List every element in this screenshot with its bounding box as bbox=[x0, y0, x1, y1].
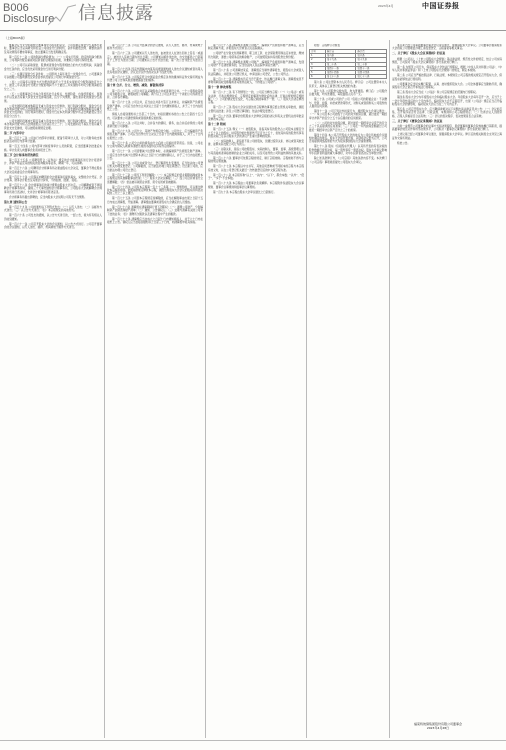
paragraph: 第一百五十七条 公司保证向聘用的会计师事务所提供真实、完整的会计凭证、会计账簿、财务会计报告及其他会计资料，不得拒绝、隐匿、谎报。 bbox=[4, 175, 102, 182]
paragraph: 董事会应当充分听取独立董事和中小股东的意见，公司在制定现金分红具体方案时，董事会应当认真研究和论证公司现金分红的时机、条件和最低比例、调整的条件及其决策程序要求等事宜，独立董事应当发表明确意见。 bbox=[4, 44, 102, 54]
footer-rule bbox=[0, 740, 506, 741]
paragraph: 第一条 为规范公司行为，保证股东大会依法行使职权，根据《中华人民共和国公司法》、《中华人民共和国证券法》和《上市公司股东大会规则》的规定，制定本规则。 bbox=[392, 65, 502, 73]
paragraph: 第一百五十四条 公司内部审计制度和审计人员的职责，应当经董事会批准后实施。审计负责人向董事会负责并报告工作。 bbox=[4, 145, 102, 152]
paragraph: 第一百六十八条 公司合并时，合并各方的债权、债务，由合并后存续的公司或者新设的公司承继。 bbox=[107, 121, 203, 128]
paragraph: 第四十一条 公司下列对外担保行为，须经股东大会审议通过：（一）本公司及本公司控股子公司的对外担保总额，超过最近一期经审计净资产的百分之五十以后提供的任何担保。 bbox=[309, 110, 387, 120]
paragraph: 第一百八十五条 释义（一）控股股东，是指其持有的股份占公司股本总额百分之五十以上的股东；持有股份的比例虽然不足百分之五十，但依其持有的股份所享有的表决权已足以对股东大会的决议产生重大影响的股东。 bbox=[208, 128, 304, 139]
table-cell: 第十九条 bbox=[325, 58, 356, 62]
paragraph: 第一百六十四条 因意外遗漏未向某有权得到通知的人送出会议通知或者该等人没有收到会议通知，会议及会议作出的决议并不因此无效。 bbox=[107, 67, 203, 75]
paragraph: 第一百七十七条 清算组应当自成立之日起十日内通知债权人，并于六十日内在报纸上公告。债权人应当自接到通知书之日起三十日内，向清算组申报其债权。 bbox=[107, 217, 203, 225]
paragraph: 根据《公司法》、《上市公司股东大会规则》等法律法规、规范性文件的规定，结合公司实际情况，公司拟对《股东大会议事规则》部分条款进行修订。 bbox=[392, 57, 502, 64]
table-cell: 修订前 bbox=[325, 50, 356, 54]
paragraph: 公司财产在分别支付清算费用、职工的工资、社会保险费用和法定补偿金，缴纳所欠税款，清偿公司债务后的剩余财产，公司按照股东持有的股份比例分配。 bbox=[208, 52, 304, 59]
paragraph: 第一百九十条 本章程自股东大会审议通过之日起施行。 bbox=[213, 190, 277, 194]
paragraph: 第一百六十一条 公司召开股东大会的会议通知，以公告方式进行。公司召开董事会的会议通知，以专人送出、邮件、传真或电子邮件方式进行。 bbox=[4, 222, 102, 230]
article-column-1 bbox=[4, 44, 102, 734]
table-cell: 5 bbox=[310, 71, 326, 75]
table-cell: 第四十一条 bbox=[356, 66, 387, 70]
paragraph: （五）公司董事会应当综合考虑所处行业特点、发展阶段、自身经营模式、盈利水平以及是否有重大资金支出安排等因素，区分下列情形，提出差异化的现金分红政策。 bbox=[4, 92, 102, 103]
paragraph: 第一百八十八条 本章程所称“以上”、“以内”、“以下”，都含本数；“以外”、“低于”、“多于”不含本数。 bbox=[208, 173, 304, 181]
table-row bbox=[310, 75, 387, 79]
paragraph: 第一百六十九条 公司分立，其财产作相应的分割。公司分立，应当编制资产负债表及财产清单。公司应当自作出分立决议之日起十日内通知债权人，并于三十日内在报纸上公告。 bbox=[107, 129, 203, 140]
paragraph: 附表：章程修订对照表 bbox=[314, 44, 340, 47]
paragraph: 为进一步规范公司董事会的议事方式和决策程序，促使董事和董事会有效地履行其职责，提高董事会规范运作和科学决策水平，公司拟对《董事会议事规则》部分条款进行修订。 bbox=[392, 124, 502, 132]
continued-label: （上接B005版） bbox=[4, 36, 27, 40]
paragraph: 第一百七十六条 清算组在清算期间行使下列职权：（一）清理公司财产，分别编制资产负债表和财产清单；（二）通知、公告债权人；（三）处理与清算有关的公司未了结的业务；（四）清缴所欠税款以及清算过程中产生的税款。 bbox=[107, 205, 203, 216]
table-cell: 2 bbox=[310, 58, 326, 62]
article-column-4 bbox=[309, 44, 387, 734]
table-cell: 第七十八条 bbox=[356, 75, 387, 79]
table-cell: 第二十条 bbox=[325, 62, 356, 66]
table-cell: 第十九条 bbox=[356, 58, 387, 62]
paragraph: 第一百八十四条 董事会依照股东大会修改章程的决议和有关主管机关的审批意见修改本章程。 bbox=[208, 114, 304, 122]
paragraph: 第六条 公司注册资本为人民币元。修订后：公司注册资本为人民币元，具体以工商登记机关核准的为准。 bbox=[309, 81, 387, 88]
paragraph: 第一百六十二条 公司召开监事会的会议通知，以专人送出、邮件、传真或电子邮件方式进行。 bbox=[107, 44, 203, 51]
table-cell: 第二十条 bbox=[356, 62, 387, 66]
table-cell: 第六条 bbox=[356, 54, 387, 58]
paragraph: 第一百七十九条 清算组在清理公司财产、编制资产负债表和财产清单后，发现公司财产不足清偿债务的，应当依法向人民法院申请宣告破产。 bbox=[208, 60, 304, 68]
paragraph: 本议案已经公司第届董事会第次会议审议通过，现提请股东大会审议。公司董事会提请股东大会授权公司管理层办理工商变更登记、章程备案等相关事宜。 bbox=[392, 44, 502, 51]
table-cell: 第七十八条 bbox=[325, 75, 356, 79]
paragraph: （二）公司的对外担保总额，超过最近一期经审计总资产的百分之三十以后提供的任何担保；（三）公司在一年内担保金额超过公司最近一期经审计总资产百分之三十的担保。 bbox=[309, 121, 387, 132]
column-divider bbox=[104, 40, 105, 738]
paragraph: 第四条 股东大会分为年度股东大会和临时股东大会。年度股东大会每年召开一次，应当于上一会计年度结束后的六个月内举行。临时股东大会不定期召开，出现《公司法》规定应当召开临时股东大会的情形时，临时股东大会应当在二个月内召开。 bbox=[392, 96, 502, 106]
amendment-table bbox=[309, 49, 387, 79]
table-cell: 序号 bbox=[310, 50, 326, 54]
paragraph: 第一百七十八条 清算组在清理公司财产、编制资产负债表和财产清单后，应当制定清算方案，并报股东大会或者人民法院确认。 bbox=[208, 44, 304, 51]
paragraph: 上述议案已经公司董事会审议通过，现提请股东大会审议。修订后的相关制度全文详见上海证券交易所网站。 bbox=[392, 133, 502, 140]
section-heading: 第十二章 附则 bbox=[208, 122, 226, 127]
paragraph: 第三条 股东大会应当在《公司法》和公司章程规定的范围内行使职权。 bbox=[397, 91, 479, 95]
paragraph: 第五条 公司召开股东大会，应当聘请律师对以下问题出具法律意见并公告：（一）会议的召集、召开程序是否符合法律、行政法规、本规则和公司章程的规定；（二）出席会议人员的资格、召集人资格是否合法有效；（三）会议的表决程序、表决结果是否合法有效。 bbox=[392, 107, 502, 118]
paragraph: （四）公司每年以现金方式分配的利润不少于当年实现的可分配利润的百分之十，最近三年以现金方式累计分配的利润不少于最近三年实现的年均可分配利润的百分之三十。 bbox=[4, 81, 102, 91]
table-cell: 6 bbox=[310, 75, 326, 79]
paragraph: 第一百五十九条 公司的通知以下列形式发出：（一）以专人送出；（二）以邮件方式送出；（三）以公告方式进行；（四）本章程规定的其他形式。 bbox=[4, 205, 102, 213]
paragraph: 第一百七十二条 公司合并或者分立，登记事项发生变更的，应当依法向公司登记机关办理变更登记；公司解散的，应当依法办理公司注销登记；设立新公司的，应当依法办理公司设立登记。 bbox=[107, 162, 203, 172]
column-divider bbox=[306, 40, 307, 738]
paragraph: 第一百八十七条 本章程以中文书写，其他任何语种或不同版本的章程与本章程有歧义时，以在公司登记机关最近一次核准登记后的中文版章程为准。 bbox=[208, 165, 304, 172]
signature-date: 2023年4月28日 bbox=[426, 726, 450, 731]
issue-date: 2023年4月 bbox=[378, 4, 394, 8]
section-name-cn: 信息披露 bbox=[78, 3, 154, 24]
paragraph: 第一百五十六条 公司聘用会计师事务所必须由股东大会决定，董事会不得在股东大会决定前委任会计师事务所。 bbox=[4, 167, 102, 174]
paragraph: 第一百七十五条 公司因本章程规定而解散的，应当在解散事由出现之日起十五日内成立清算组，开始清算。清算组由董事或者股东大会确定的人员组成。 bbox=[107, 197, 203, 204]
paragraph: 第一百八十条 公司清算结束后，清算组应当制作清算报告，报股东大会或者人民法院确认，并报送公司登记机关，申请注销公司登记，公告公司终止。 bbox=[208, 69, 304, 76]
paragraph: 第七十八条 股东（包括股东代理人）以其所代表的有表决权的股份数额行使表决权，每一股份享有一票表决权。股东大会审议影响中小投资者利益的重大事项时，对中小投资者表决应当单独计票。 bbox=[309, 145, 387, 156]
paragraph: 特此公告。 bbox=[397, 141, 410, 145]
table-cell: 第四十四条 bbox=[325, 71, 356, 75]
table-cell: 第四十一条 bbox=[325, 66, 356, 70]
paragraph: 第一百五十八条 会计师事务所的审计费用由股东大会决定。公司解聘或者不再续聘会计师事务所时，提前三十天事先通知会计师事务所，公司股东大会就解聘会计师事务所进行表决时，允许会计师事务所陈述意见。 bbox=[4, 183, 102, 194]
paragraph: 除上述条款修订外，《公司章程》其他条款内容不变。本次修订《公司章程》事项尚需提交公司股东大会审议。 bbox=[309, 157, 387, 164]
section-heading: 第三节 会计师事务所的聘任 bbox=[4, 152, 39, 157]
paragraph: （三）关联关系，是指公司控股股东、实际控制人、董事、监事、高级管理人员与其直接或者间接控制的企业之间的关系，以及可能导致公司利益转移的其他关系。 bbox=[208, 148, 304, 155]
section-heading: 三、关于修订《董事会议事规则》的议案 bbox=[392, 118, 443, 123]
paragraph: 第一百八十一条 清算组成员应当忠于职守，依法履行清算义务。清算组成员不得利用职权收受贿赂或者其他非法收入，不得侵占公司财产。 bbox=[208, 77, 304, 85]
decorative-line-icon bbox=[48, 3, 76, 27]
paragraph: 第一百八十九条 本章程由公司董事会负责解释。本章程附件包括股东大会议事规则、董事会议事规则和监事会议事规则。 bbox=[208, 182, 304, 189]
paragraph: 第一百六十三条 公司通知以专人送出的，由被送达人在送达回执上签名（或盖章），被送达人签收日期为送达日期；公司通知以邮件送出的，自交付邮局之日起第五个工作日为送达日期；公司通知以公告方式送出的，第一次公告刊登日为送达日期。 bbox=[107, 52, 203, 66]
paragraph: 债权人自接到通知书之日起三十日内，未接到通知书的自公告之日起四十五日内，可以要求公司清偿债务或者提供相应的担保。 bbox=[107, 113, 203, 120]
table-cell: 第四十四条 bbox=[356, 71, 387, 75]
paragraph: 公司发展阶段属成熟期且无重大资金支出安排的，进行利润分配时，现金分红在本次利润分配中所占比例最低应当达到百分之八十；公司发展阶段属成熟期且有重大资金支出安排的，进行利润分配时，现金分红在本次利润分配中所占比例最低应当达到百分之四十。 bbox=[4, 104, 102, 118]
masthead bbox=[0, 0, 506, 31]
paragraph: 第一百七十三条 公司因下列原因解散：（一）本章程规定的营业期限届满或者本章程规定的其他解散事由出现；（二）股东大会决议解散；（三）因公司合并或者分立需要解散；（四）依法被吊销营业执照、责令关闭或者被撤销。 bbox=[107, 173, 203, 184]
paragraph: 第一百八十三条 股东大会决议通过的章程修改事项应经主管机关审批的，须报主管机关批准；涉及公司登记事项的，依法办理变更登记。 bbox=[208, 106, 304, 113]
paragraph: 第一百五十五条 公司聘用符合《证券法》规定的会计师事务所进行会计报表审计、净资产验证及其他相关的咨询服务等业务，聘期一年，可以续聘。 bbox=[4, 158, 102, 166]
article-column-2 bbox=[107, 44, 203, 734]
table-cell: 1 bbox=[310, 54, 326, 58]
paragraph: 第四十四条 本公司召开股东大会的地点为公司住所地或会议通知中确定的地点。股东大会将设置会场，以现场会议形式召开，公司还将提供网络投票的方式为股东参加股东大会提供便利。 bbox=[309, 133, 387, 144]
paragraph: 第一百七十条 公司分立前的债务由分立后的公司承担连带责任。但是，公司在分立前与债权人就债务清偿达成的书面协议另有约定的除外。 bbox=[107, 141, 203, 149]
section-heading: 第二节 内部审计 bbox=[4, 130, 25, 135]
section-heading: 第十一章 修改章程 bbox=[208, 85, 232, 90]
paragraph: 第一百六十七条 公司合并，应当由合并各方签订合并协议，并编制资产负债表及财产清单。公司应当自作出合并决议之日起十日内通知债权人，并于三十日内在报纸上公告。 bbox=[107, 101, 203, 112]
paragraph: （三）在满足现金分红条件时，公司原则上每年进行一次现金分红，公司董事会可以根据公司盈利情况及资金需求状况提议公司进行中期现金分红。 bbox=[4, 72, 102, 80]
paragraph: 第一百六十条 公司发出的通知，以公告方式进行的，一经公告，视为所有相关人员收到通知。 bbox=[4, 214, 102, 221]
paragraph: （二）实际控制人，是指虽不是公司的股东，但通过投资关系、协议或者其他安排，能够实际支配公司行为的人。 bbox=[208, 140, 304, 147]
paragraph: 第一百八十二条 有下列情形之一的，公司应当修改章程：（一）《公司法》或有关法律、行政法规修改后，章程规定的事项与修改后的法律、行政法规的规定相抵触；（二）公司的情况发生变化，与章程记载的事项不一致；（三）股东大会决定修改章程。 bbox=[208, 91, 304, 105]
paragraph: 第一百六十六条 公司合并可以采取吸收合并或者新设合并。一个公司吸收其他公司为吸收合并，被吸收的公司解散。两个以上公司合并设立一个新的公司为新设合并，合并各方解散。 bbox=[107, 89, 203, 100]
paragraph: 第二条 公司应当严格按照法律、行政法规、本规则及公司章程的相关规定召开股东大会，保证股东能够依法行使权利。 bbox=[392, 74, 502, 81]
section-heading: 第十章 合并、分立、增资、减资、解散和清算 bbox=[107, 83, 164, 88]
signature-company: 福莱特玻璃集团股份有限公司董事会 bbox=[413, 722, 462, 726]
paragraph: 第一百七十四条 公司有本章程第一百七十三条第（一）项情形的，可以通过修改本章程而存续。依照前款规定修改本章程，须经出席股东大会会议的股东所持表决权的三分之二以上通过。 bbox=[107, 185, 203, 196]
paragraph: 第一百五十二条 公司的利润分配政策为：（一）公司实行连续、稳定的利润分配政策，公司利润分配应重视对投资者的合理投资回报，并兼顾公司的可持续发展。 bbox=[4, 55, 102, 63]
article-column-5 bbox=[392, 44, 502, 716]
paragraph: 会计师事务所提出辞聘的，应当向股东大会说明公司有无不当情形。 bbox=[9, 195, 87, 199]
table-cell: 第六条 bbox=[325, 54, 356, 58]
paragraph: 第一百五十三条 公司实行内部审计制度，配备专职审计人员，对公司财务收支和经济活动进行内部审计监督。 bbox=[4, 136, 102, 144]
paragraph: 第一百八十六条 董事会可依照章程的规定，制订章程细则。章程细则不得与章程的规定相抵触。 bbox=[208, 156, 304, 164]
paragraph: 第二十条 公司或公司的子公司（包括公司的附属企业）不以赠与、垫资、担保、补偿或贷款等形式，对购买或者拟购买公司股份的人提供任何资助。 bbox=[309, 98, 387, 109]
paragraph: 公司董事会应当切实履行职责，认真、按时组织股东大会。公司全体董事应当勤勉尽责，确保股东大会正常召开和依法行使职权。 bbox=[392, 82, 502, 90]
table-cell: 4 bbox=[310, 66, 326, 70]
table-cell: 修订后 bbox=[356, 50, 387, 54]
paragraph: 第一百六十五条 公司指定符合中国证监会规定条件的媒体和证券交易所网站为刊登公司公告和其他需要披露信息的媒体。 bbox=[107, 76, 203, 83]
paragraph: 公司发展阶段属成长期且有重大资金支出安排的，进行利润分配时，现金分红在本次利润分配中所占比例最低应当达到百分之二十；公司发展阶段不易区分但有重大资金支出安排的，可以按照前项规定处理。 bbox=[4, 119, 102, 130]
newspaper-logo: 中国证券报 bbox=[422, 1, 460, 10]
page-code: B006 bbox=[3, 2, 29, 14]
paragraph: （二）公司可以采取现金、股票或者现金与股票相结合的方式分配利润，具备现金分红条件的，应当优先采用现金分红进行利润分配。 bbox=[4, 64, 102, 71]
table-cell: 3 bbox=[310, 62, 326, 66]
signature-block bbox=[376, 722, 500, 730]
column-divider bbox=[205, 40, 206, 738]
column-divider bbox=[389, 40, 390, 738]
paragraph: 第十九条 公司股份总数为股，均为普通股。修订后：公司股份总数为股，均为普通股，每股面值人民币一元。 bbox=[309, 89, 387, 97]
article-column-3 bbox=[208, 44, 304, 734]
section-heading: 二、关于修订《股东大会议事规则》的议案 bbox=[392, 51, 446, 56]
section-name-en: Disclosure bbox=[3, 13, 55, 25]
section-heading: 第九章 通知和公告 bbox=[4, 199, 28, 204]
paragraph: 第一百七十一条 公司需要减少注册资本时，必须编制资产负债表及财产清单。公司应当自作出减少注册资本决议之日起十日内通知债权人，并于三十日内在报纸上公告。 bbox=[107, 150, 203, 160]
